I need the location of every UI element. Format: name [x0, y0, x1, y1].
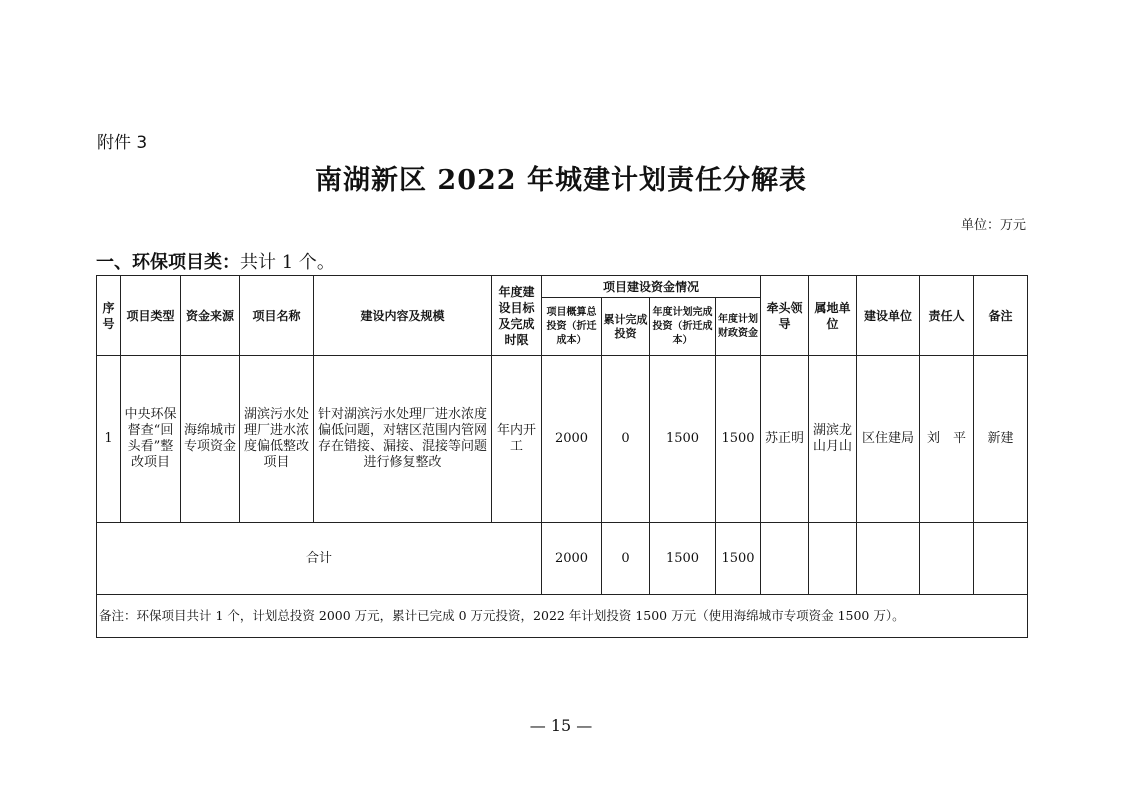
- cell-remark: 新建: [974, 356, 1028, 523]
- header-owner: 责任人: [920, 276, 974, 356]
- cell-name: 湖滨污水处理厂进水浓度偏低整改项目: [240, 356, 314, 523]
- total-empty-leader: [761, 523, 809, 595]
- unit-label: 单位：万元: [960, 218, 1026, 233]
- header-name: 项目名称: [240, 276, 314, 356]
- header-completed: 累计完成投资: [602, 298, 650, 356]
- total-empty-builder: [857, 523, 920, 595]
- cell-completed: 0: [602, 356, 650, 523]
- total-annual-plan: 1500: [650, 523, 716, 595]
- header-type: 项目类型: [121, 276, 181, 356]
- header-seq: 序号: [97, 276, 121, 356]
- header-target: 年度建设目标及完成时限: [492, 276, 542, 356]
- total-annual-fiscal: 1500: [716, 523, 761, 595]
- cell-type: 中央环保督查“回头看”整改项目: [121, 356, 181, 523]
- header-remark: 备注: [974, 276, 1028, 356]
- table-row: [97, 356, 1028, 523]
- total-estimate: 2000: [542, 523, 602, 595]
- header-annual-plan: 年度计划完成投资（折迁成本）: [650, 298, 716, 356]
- cell-builder: 区住建局: [857, 356, 920, 523]
- header-annual-fiscal: 年度计划财政资金: [716, 298, 761, 356]
- total-completed: 0: [602, 523, 650, 595]
- cell-leader: 苏正明: [761, 356, 809, 523]
- total-empty-locality: [809, 523, 857, 595]
- plan-table: [96, 275, 1028, 638]
- cell-content: 针对湖滨污水处理厂进水浓度偏低问题，对辖区范围内管网存在错接、漏接、混接等问题进行修复整改: [314, 356, 492, 523]
- page-number: — 15 —: [529, 716, 593, 735]
- cell-locality: 湖滨龙山月山: [809, 356, 857, 523]
- cell-seq: 1: [97, 356, 121, 523]
- header-builder: 建设单位: [857, 276, 920, 356]
- cell-source: 海绵城市专项资金: [181, 356, 240, 523]
- total-empty-owner: [920, 523, 974, 595]
- header-source: 资金来源: [181, 276, 240, 356]
- header-locality: 属地单位: [809, 276, 857, 356]
- table-note: 备注：环保项目共计 1 个，计划总投资 2000 万元，累计已完成 0 万元投资，2022 年计划投资 1500 万元（使用海绵城市专项资金 1500 万）。: [97, 595, 1028, 638]
- cell-owner: 刘 平: [920, 356, 974, 523]
- total-label: 合计: [97, 523, 542, 595]
- cell-estimate: 2000: [542, 356, 602, 523]
- header-content: 建设内容及规模: [314, 276, 492, 356]
- section-heading: [96, 248, 335, 274]
- cell-annual-plan: 1500: [650, 356, 716, 523]
- header-leader: 牵头领导: [761, 276, 809, 356]
- note-row: [97, 595, 1028, 638]
- header-funding-group: 项目建设资金情况: [542, 276, 761, 298]
- page-title: 南湖新区 2022 年城建计划责任分解表: [315, 165, 807, 196]
- total-row: [97, 523, 1028, 595]
- header-estimate: 项目概算总投资（折迁成本）: [542, 298, 602, 356]
- section-title: 一、环保项目类：: [96, 252, 240, 273]
- attachment-label: 附件 3: [97, 133, 148, 153]
- cell-target: 年内开工: [492, 356, 542, 523]
- section-count: 共计 1 个。: [240, 252, 335, 273]
- cell-annual-fiscal: 1500: [716, 356, 761, 523]
- total-empty-remark: [974, 523, 1028, 595]
